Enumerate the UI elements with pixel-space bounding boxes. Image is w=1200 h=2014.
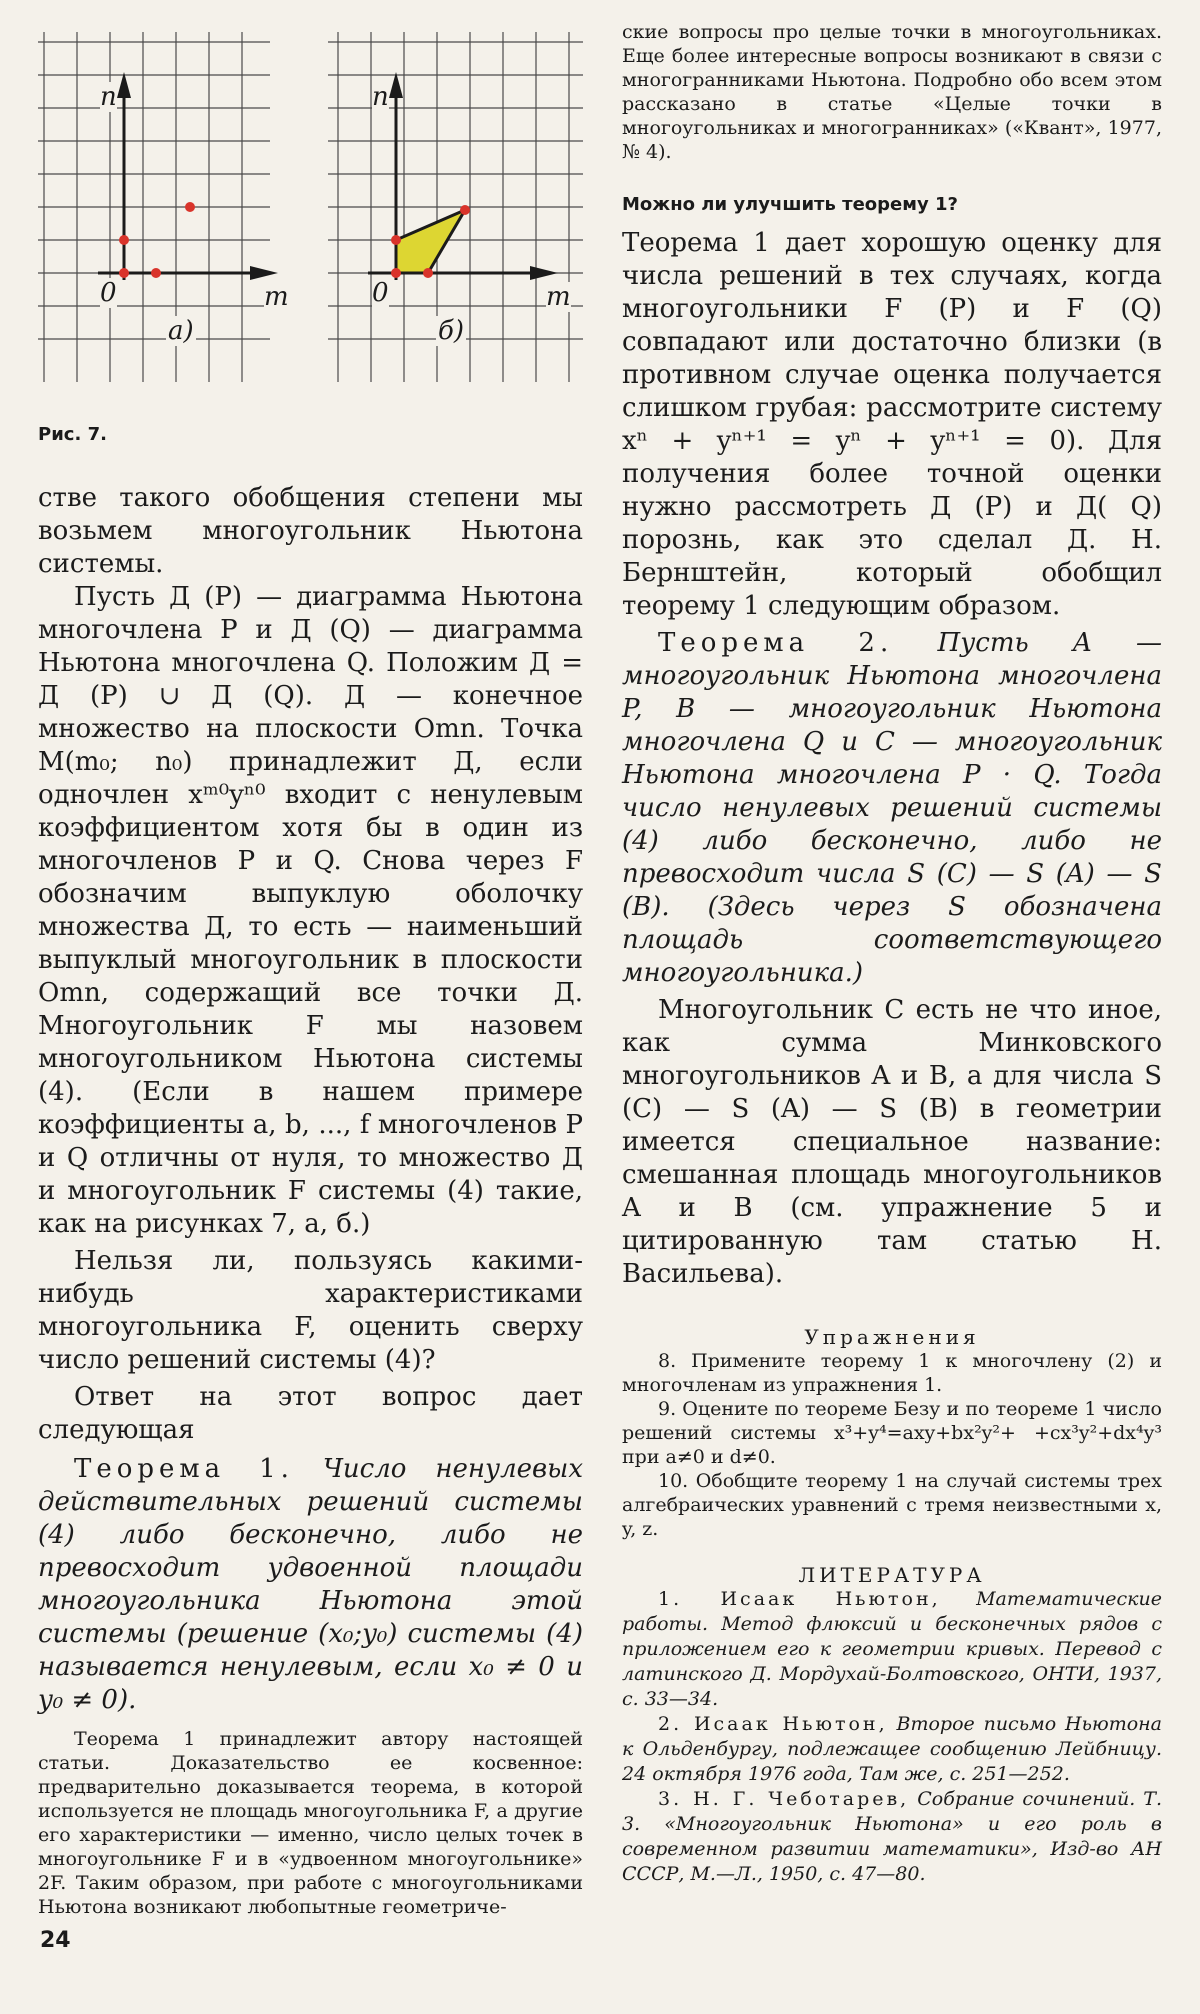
origin-label-b: 0 [372, 278, 389, 308]
theorem-1-title: Теорема 1. [74, 1454, 294, 1484]
axis-n-label-b: n [372, 82, 389, 112]
arrow-n-a-icon [117, 72, 131, 98]
figure-caption: Рис. 7. [38, 424, 107, 445]
point-a-4 [185, 202, 195, 212]
point-b-1 [391, 268, 401, 278]
theorem-1 [38, 1453, 583, 1717]
literature-3-author: 3. Н. Г. Чеботарев, [658, 1788, 910, 1810]
left-column [38, 20, 583, 1919]
newton-polygon [396, 210, 465, 273]
exercise-10: 10. Обобщите теорему 1 на случай системы трех алгебраических уравнений с тремя неизвестными x, y, z. [622, 1470, 1162, 1540]
panel-a-label: а) [168, 316, 194, 346]
point-b-3 [423, 268, 433, 278]
exercises-title: Упражнения [804, 1325, 980, 1349]
figure-7-drawing [38, 20, 583, 420]
literature-1-author: 1. Исаак Ньютон, [658, 1588, 941, 1610]
panel-b-label: б) [438, 316, 465, 346]
axis-n-label-a: n [100, 82, 117, 112]
literature-3-text: Собрание сочинений. Т. 3. «Многоугольник Ньютона» и его роль в современном развитии математики», Изд-во АН СССР, М.—Л., 1950, с. 47—80. [622, 1788, 1162, 1885]
theorem-2-title: Теорема 2. [658, 628, 894, 658]
right-paragraph-2: Многоугольник C есть не что иное, как сумма Минковского многоугольников A и B, а для числа S (C) — S (A) — S (B) в геометрии имеется специальное название: смешанная площадь многоугольников A и B (см. упражнение 5 и цитированную там статью Н. Васильева). [622, 995, 1162, 1289]
theorem-2-body: Пусть A — многоугольник Ньютона многочлена P, B — многоугольник Ньютона многочлена Q и C — многоугольник Ньютона многочлена P · Q. Тогда число ненулевых решений системы (4) либо бесконечно, либо не превосходит числа S (C) — S (A) — S (B). (Здесь через S обозначена площадь соответствующего многоугольника.) [622, 628, 1163, 988]
arrow-m-b-icon [530, 266, 558, 280]
axis-m-label-b: m [546, 282, 571, 312]
point-a-3 [151, 268, 161, 278]
section-heading: Можно ли улучшить теорему 1? [622, 194, 958, 215]
theorem-2 [622, 627, 1162, 990]
figure-7 [38, 20, 583, 445]
literature-title: ЛИТЕРАТУРА [798, 1563, 986, 1587]
literature-item-3 [622, 1787, 1162, 1887]
author-note-continued: ские вопросы про целые точки в многоугольниках. Еще более интересные вопросы возникают в связи с многогранниками Ньютона. Подробно обо всем этом рассказано в статье «Целые точки в многоугольниках и многогранниках» («Квант», 1977, № 4). [622, 21, 1162, 163]
point-b-2 [391, 235, 401, 245]
literature-2-author: 2. Исаак Ньютон, [658, 1713, 888, 1735]
point-a-2 [119, 235, 129, 245]
literature-1-text: Математические работы. Метод флюксий и бесконечных рядов с приложением его к геометрии кривых. Перевод с латинского Д. Мордухай-Болтовского, ОНТИ, 1937, с. 33—34. [622, 1588, 1162, 1710]
point-b-4 [460, 205, 470, 215]
page-number: 24 [40, 1928, 71, 1953]
grid-panel-a [38, 32, 270, 382]
right-column [622, 20, 1162, 1887]
exercise-9: 9. Оцените по теореме Безу и по теореме 1 число решений системы x³+y⁴=axy+bx²y²+ +cx³y²+dx⁴y³ при a≠0 и d≠0. [622, 1398, 1162, 1468]
theorem-1-body: Число ненулевых действительных решений системы (4) либо бесконечно, либо не превосходит удвоенной площади многоугольника Ньютона этой системы (решение (x₀;y₀) системы (4) называется ненулевым, если x₀ ≠ 0 и y₀ ≠ 0). [38, 1454, 583, 1715]
exercise-8: 8. Примените теорему 1 к многочлену (2) и многочленам из упражнения 1. [622, 1350, 1162, 1396]
left-paragraph-1: стве такого обобщения степени мы возьмем многоугольник Ньютона системы. [38, 483, 583, 579]
arrow-n-b-icon [389, 72, 403, 98]
origin-label-a: 0 [100, 278, 117, 308]
arrow-m-a-icon [250, 266, 278, 280]
left-paragraph-3: Нельзя ли, пользуясь какими-нибудь характеристиками многоугольника F, оценить сверху число решений системы (4)? [38, 1246, 583, 1375]
author-note: Теорема 1 принадлежит автору настоящей статьи. Доказательство ее косвенное: предварительно доказывается теорема, в которой используется не площадь многоугольника F, а другие его характеристики — именно, число целых точек в многоугольнике F и в «удвоенном многоугольнике» 2F. Таким образом, при работе с многоугольниками Ньютона возникают любопытные геометриче- [38, 1728, 583, 1918]
axis-m-label-a: m [264, 282, 289, 312]
literature-item-1 [622, 1587, 1162, 1712]
right-paragraph-1: Теорема 1 дает хорошую оценку для числа решений в тех случаях, когда многоугольники F (P) и F (Q) совпадают или достаточно близки (в противном случае оценка получается слишком грубая: рассмотрите систему xⁿ + yⁿ⁺¹ = yⁿ + yⁿ⁺¹ = 0). Для получения более точной оценки нужно рассмотреть Д (P) и Д( Q) порознь, как это сделал Д. Н. Бернштейн, который обобщил теорему 1 следующим образом. [622, 228, 1162, 621]
left-paragraph-4: Ответ на этот вопрос дает следующая [38, 1382, 583, 1445]
literature-2-text: Второе письмо Ньютона к Ольденбургу, подлежащее сообщению Лейбницу. 24 октября 1976 года, Там же, с. 251—252. [622, 1713, 1162, 1785]
literature-item-2 [622, 1712, 1162, 1787]
left-paragraph-2: Пусть Д (P) — диаграмма Ньютона многочлена P и Д (Q) — диаграмма Ньютона многочлена Q. Положим Д = Д (P) ∪ Д (Q). Д — конечное множество на плоскости Omn. Точка M(m₀; n₀) принадлежит Д, если одночлен xᵐ⁰yⁿ⁰ входит с ненулевым коэффициентом хотя бы в один из многочленов P и Q. Снова через F обозначим выпуклую оболочку множества Д, то есть — наименьший выпуклый многоугольник в плоскости Omn, содержащий все точки Д. Многоугольник F мы назовем многоугольником Ньютона системы (4). (Если в нашем примере коэффициенты a, b, ..., f многочленов P и Q отличны от нуля, то множество Д и многоугольник F системы (4) такие, как на рисунках 7, а, б.) [38, 582, 583, 1239]
point-a-1 [119, 268, 129, 278]
